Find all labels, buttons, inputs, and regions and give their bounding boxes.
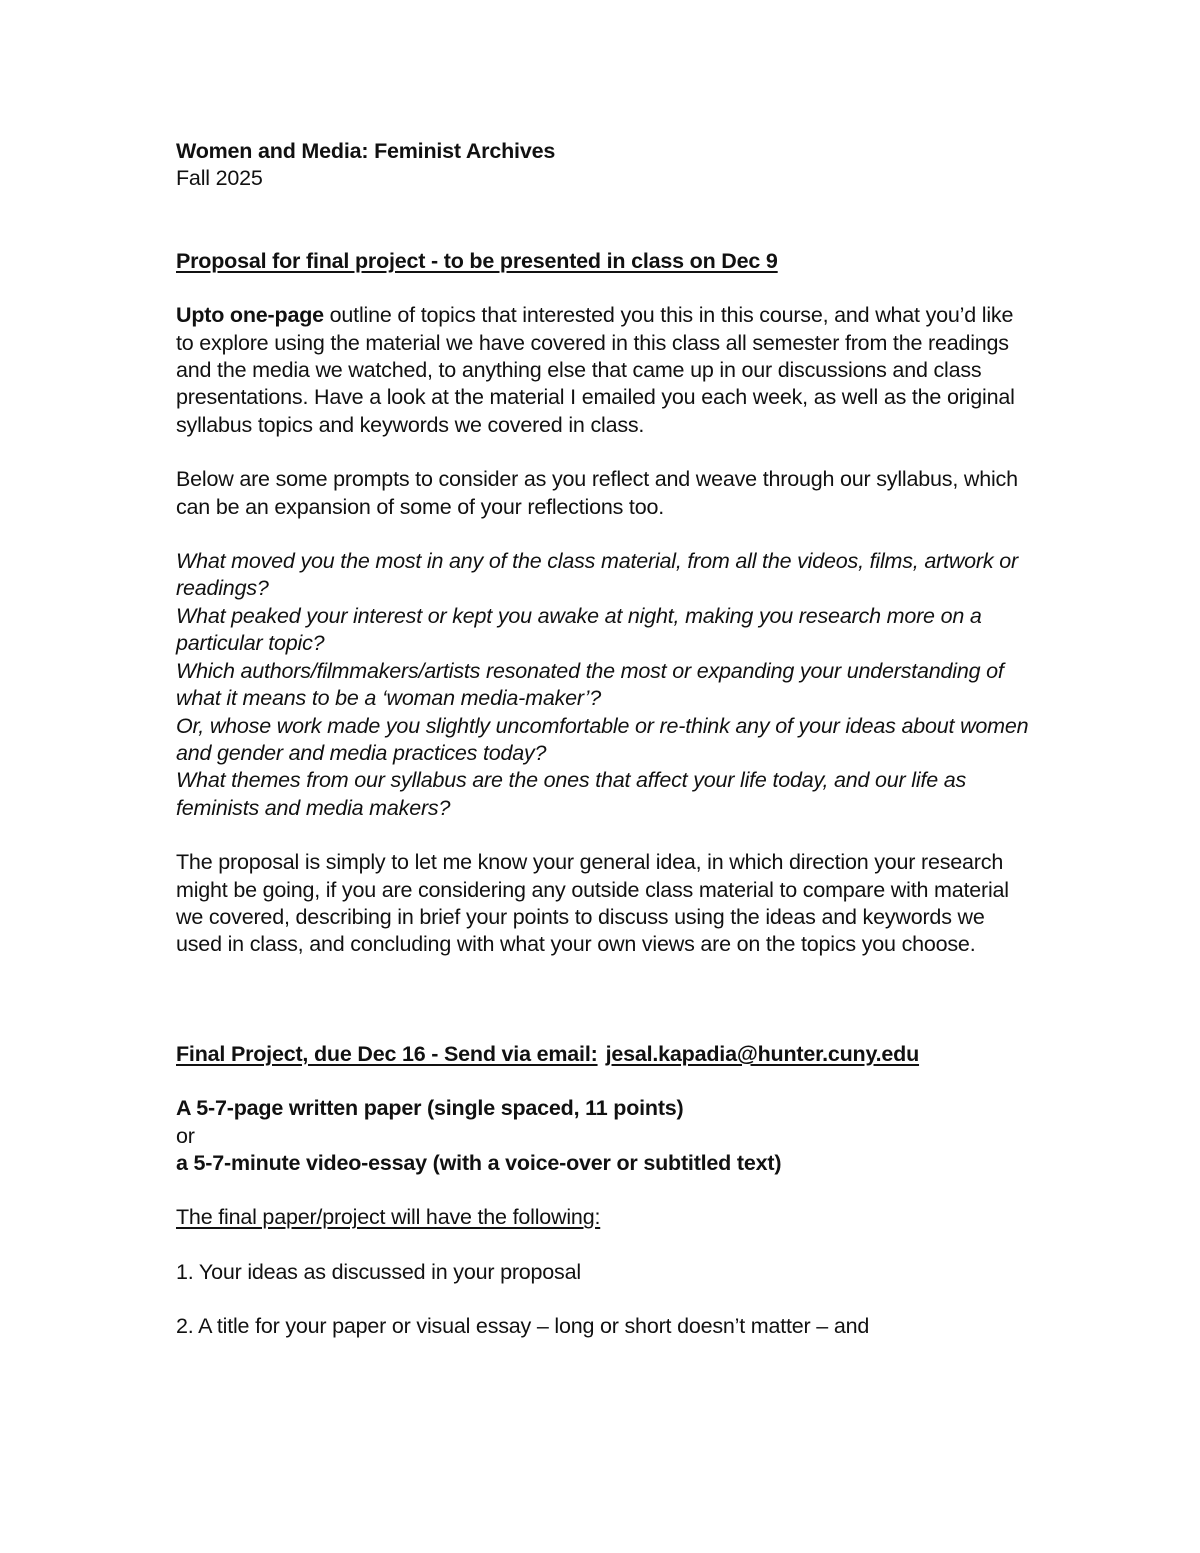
final-project-heading-text: Final Project, due Dec 16 - Send via email: (176, 1041, 598, 1066)
option-paper: A 5-7-page written paper (single spaced, 11 points) (176, 1096, 684, 1121)
proposal-intro-text: outline of topics that interested you this in this course, and what you’d like to explore using the material we have covered in this class all semester from the readings and the media we watched, to anything else that came up in our discussions and class presentations. Have a look at the material I emailed you each week, as well as the original syllabus topics and keywords we covered in class. (176, 303, 1015, 437)
course-title: Women and Media: Feminist Archives (176, 139, 556, 163)
prompt-item: What peaked your interest or kept you awake at night, making you research more on a particular topic? (176, 603, 982, 656)
prompt-item: What moved you the most in any of the class material, from all the videos, films, artwork or readings? (176, 549, 1018, 601)
prompt-list (176, 548, 1036, 822)
prompt-item: Which authors/filmmakers/artists resonated the most or expanding your understanding of what it means to be a ‘woman media-maker’? (176, 658, 1004, 711)
prompt-item: What themes from our syllabus are the ones that affect your life today, and our life as feminists and media makers? (176, 768, 967, 820)
term: Fall 2025 (176, 166, 263, 191)
prompts-intro: Below are some prompts to consider as you reflect and weave through our syllabus, which can be an expansion of some of your reflections too. (176, 467, 1018, 519)
requirement-item: 1. Your ideas as discussed in your proposal (176, 1259, 581, 1284)
proposal-heading: Proposal for final project - to be presented in class on Dec 9 (176, 248, 778, 273)
requirements-heading: The final paper/project will have the following: (176, 1205, 601, 1230)
prompt-item: Or, whose work made you slightly uncomfortable or re-think any of your ideas about women and gender and media practices today? (176, 713, 1029, 765)
document-page (176, 138, 1036, 1341)
option-or: or (176, 1123, 195, 1148)
proposal-intro-bold: Upto one-page (176, 303, 324, 328)
final-project-heading (176, 1041, 1036, 1068)
email-link[interactable]: jesal.kapadia@hunter.cuny.edu (605, 1041, 920, 1066)
requirement-item: 2. A title for your paper or visual essay – long or short doesn’t matter – and (176, 1314, 870, 1339)
option-video: a 5-7-minute video-essay (with a voice-over or subtitled text) (176, 1150, 782, 1175)
proposal-intro (176, 302, 1036, 439)
proposal-closing: The proposal is simply to let me know your general idea, in which direction your research might be going, if you are considering any outside class material to compare with material we covered, describing in brief your points to discuss using the ideas and keywords we used in class, and concluding with what your own views are on the topics you choose. (176, 850, 1009, 957)
